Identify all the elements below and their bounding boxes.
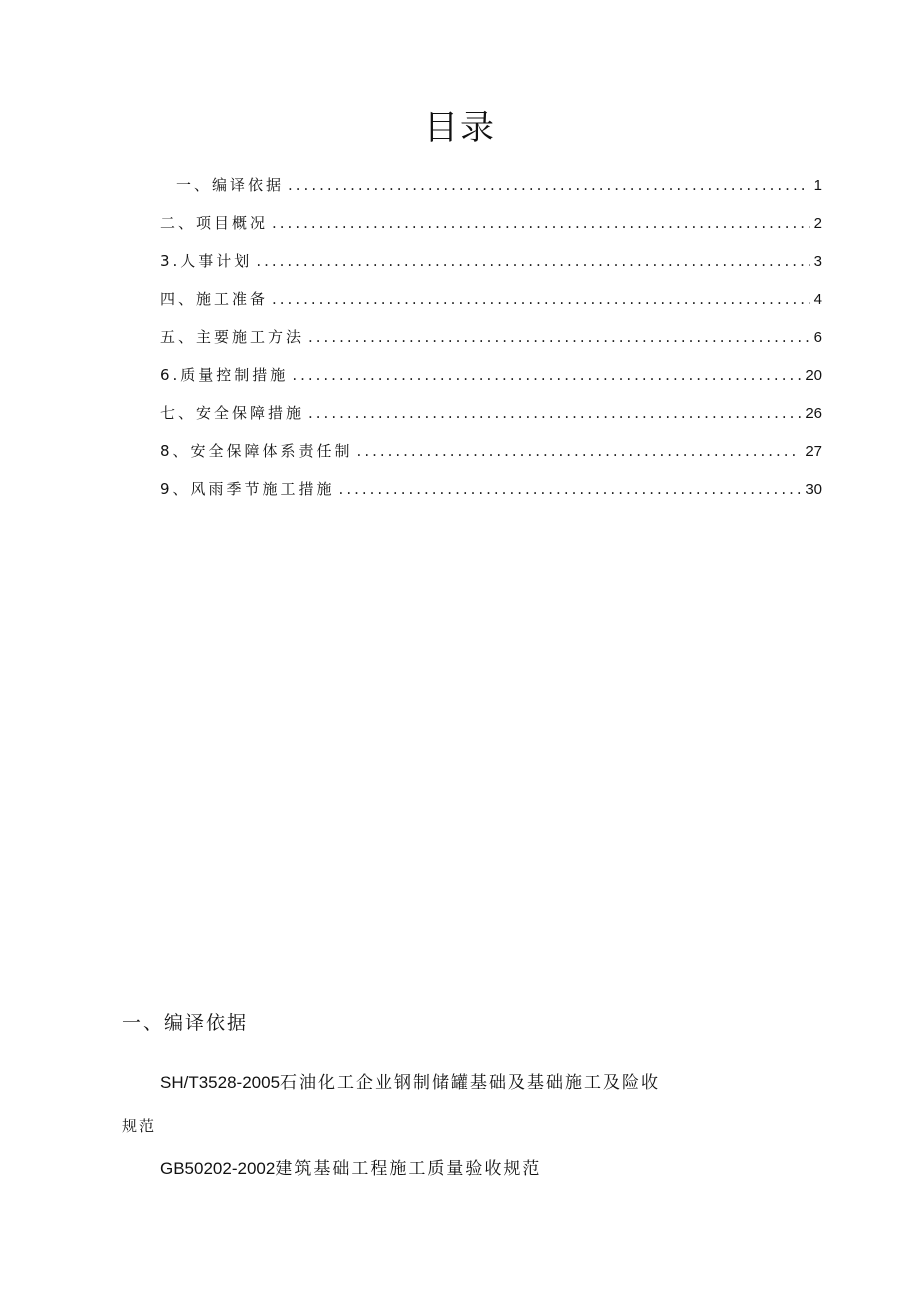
reference-paragraph-1	[160, 1068, 660, 1093]
toc-entry-safety-responsibility[interactable]	[160, 438, 822, 476]
toc-leader-dots	[339, 476, 802, 502]
toc-entry-label: 一、编译依据	[176, 176, 285, 194]
toc-entry-label: 七、安全保障措施	[160, 404, 305, 422]
toc-leader-dots	[357, 438, 802, 464]
toc-entry-label: 四、施工准备	[160, 290, 269, 308]
section-heading: 一、编译依据	[122, 1012, 249, 1034]
toc-entry-project-overview[interactable]	[160, 210, 822, 248]
toc-entry-page: 20	[805, 367, 822, 384]
toc-entry-safety-measures[interactable]	[160, 400, 822, 438]
table-of-contents	[160, 172, 822, 514]
toc-entry-label: 五、主要施工方法	[160, 328, 305, 346]
toc-leader-dots	[288, 172, 810, 198]
toc-entry-page: 30	[805, 481, 822, 498]
toc-leader-dots	[308, 400, 801, 426]
toc-entry-main-methods[interactable]	[160, 324, 822, 362]
toc-entry-label: 8、安全保障体系责任制	[160, 442, 353, 460]
standard-title: 石油化工企业钢制储罐基础及基础施工及险收	[280, 1073, 661, 1093]
toc-entry-page: 26	[805, 405, 822, 422]
reference-paragraph-1-continuation: 规范	[122, 1117, 157, 1135]
toc-leader-dots	[256, 248, 809, 274]
toc-entry-page: 3	[813, 253, 822, 270]
toc-entry-quality-control[interactable]	[160, 362, 822, 400]
toc-entry-page: 2	[813, 215, 822, 232]
toc-entry-label: 6.质量控制措施	[160, 366, 289, 384]
toc-leader-dots	[272, 286, 810, 312]
toc-leader-dots	[272, 210, 810, 236]
toc-leader-dots	[292, 362, 801, 388]
standard-code: GB50202-2002	[160, 1159, 276, 1178]
toc-entry-page: 6	[813, 329, 822, 346]
reference-paragraph-2	[160, 1154, 541, 1179]
standard-title: 建筑基础工程施工质量验收规范	[275, 1159, 542, 1179]
toc-entry-label: 二、项目概况	[160, 214, 269, 232]
toc-entry-staffing-plan[interactable]	[160, 248, 822, 286]
toc-entry-page: 4	[813, 291, 822, 308]
toc-entry-page: 1	[813, 177, 822, 194]
toc-title: 目录	[424, 108, 496, 148]
toc-entry-page: 27	[805, 443, 822, 460]
toc-entry-label: 9、风雨季节施工措施	[160, 480, 335, 498]
toc-entry-weather-measures[interactable]	[160, 476, 822, 514]
toc-entry-compilation-basis[interactable]	[160, 172, 822, 210]
toc-entry-construction-preparation[interactable]	[160, 286, 822, 324]
toc-entry-label: 3.人事计划	[160, 252, 253, 270]
toc-leader-dots	[308, 324, 810, 350]
standard-code: SH/T3528-2005	[160, 1073, 281, 1092]
